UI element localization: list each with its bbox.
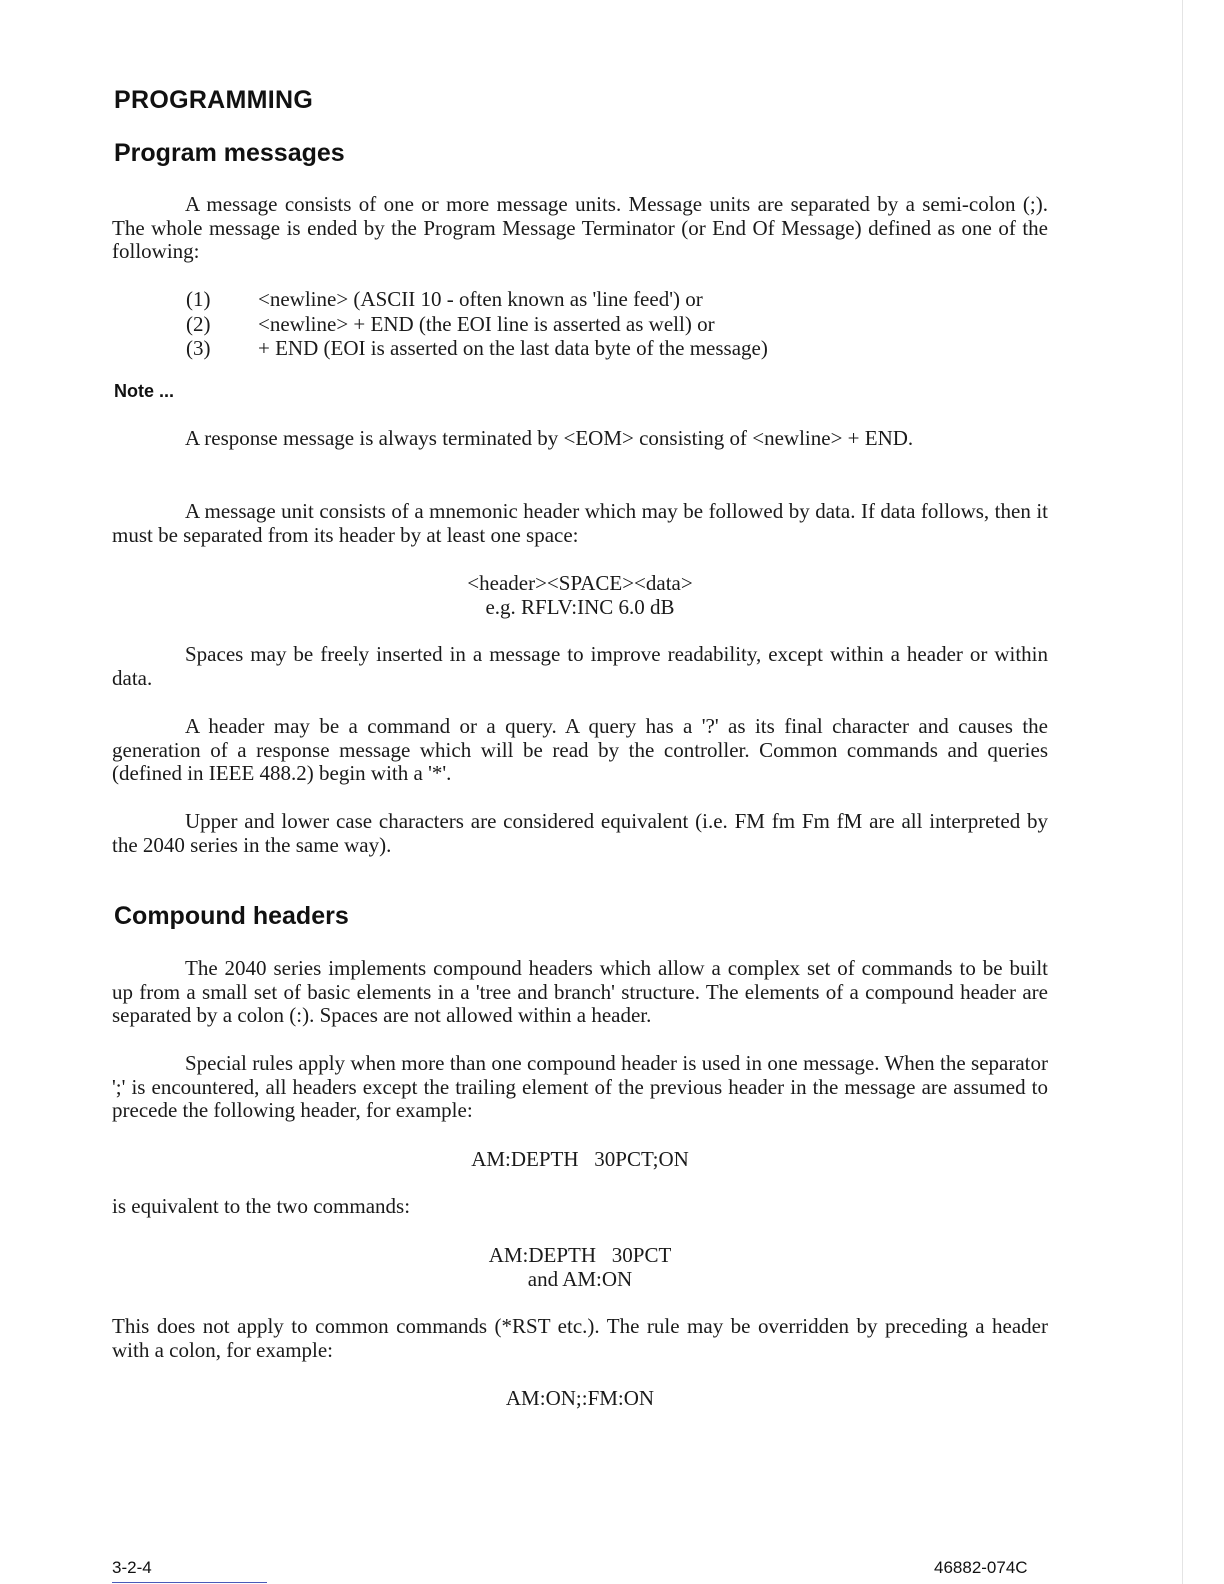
paragraph-message-intro: A message consists of one or more message units. Message units are separated by a semi-colon (;). The whole message is ended by the Program Message Terminator (or End Of Message) defined as one of the following: [112,192,1048,263]
paragraph-compound-intro: The 2040 series implements compound headers which allow a complex set of commands to be built up from a small set of basic elements in a 'tree and branch' structure. The elements of a compound header are separated by a colon (:). Spaces are not allowed within a header. [112,956,1048,1027]
paragraph-case: Upper and lower case characters are considered equivalent (i.e. FM fm Fm fM are all interpreted by the 2040 series in the same way). [112,809,1048,857]
terminator-list [186,287,768,361]
paragraph-spaces: Spaces may be freely inserted in a message to improve readability, except within a header or within data. [112,642,1048,690]
paragraph-note: A response message is always terminated by <EOM> consisting of <newline> + END. [185,426,914,450]
equivalent-text: is equivalent to the two commands: [112,1194,411,1218]
example-2-line-1: AM:DEPTH 30PCT [488,1243,672,1267]
list-item-text: + END (EOI is asserted on the last data byte of the message) [258,336,768,360]
list-item-number: (2) [186,311,211,336]
syntax-line: <header><SPACE><data> [467,571,693,595]
list-item [186,312,768,337]
paragraph-message-unit: A message unit consists of a mnemonic header which may be followed by data. If data follows, then it must be separated from its header by at least one space: [112,499,1048,547]
list-item-number: (3) [186,336,211,360]
list-item-text: <newline> + END (the EOI line is asserted as well) or [258,311,715,336]
list-item-text: <newline> (ASCII 10 - often known as 'line feed') or [258,287,703,311]
footer-rule [112,1582,267,1583]
paragraph-override: This does not apply to common commands (*RST etc.). The rule may be overridden by preceding a header with a colon, for example: [112,1314,1048,1362]
syntax-example: e.g. RFLV:INC 6.0 dB [485,595,675,619]
footer-page-number: 3-2-4 [112,1558,152,1577]
list-item [186,287,768,312]
paragraph-header-query: A header may be a command or a query. A query has a '?' as its final character and causes the generation of a response message which will be read by the controller. Common commands and queries (defined in IEEE 488.2) begin with a '*'. [112,714,1048,785]
example-2 [112,1243,1048,1291]
heading-program-messages: Program messages [114,139,345,167]
example-3-text: AM:ON;:FM:ON [505,1386,655,1410]
footer-doc-code: 46882-074C [934,1558,1028,1577]
example-3 [112,1386,1048,1410]
paragraph-special-rules: Special rules apply when more than one compound header is used in one message. When the separator ';' is encountered, all headers except the trailing element of the previous header in the message are assumed to precede the following header, for example: [112,1051,1048,1122]
example-1-text: AM:DEPTH 30PCT;ON [471,1147,689,1171]
note-label: Note ... [114,381,175,401]
list-item-number: (1) [186,287,211,311]
example-1 [112,1147,1048,1171]
list-item [186,336,768,361]
page-edge-shadow [1182,0,1183,1584]
heading-compound-headers: Compound headers [114,902,349,930]
example-2-line-2: and AM:ON [527,1267,633,1291]
section-title: PROGRAMMING [114,86,314,114]
syntax-block [112,571,1048,619]
